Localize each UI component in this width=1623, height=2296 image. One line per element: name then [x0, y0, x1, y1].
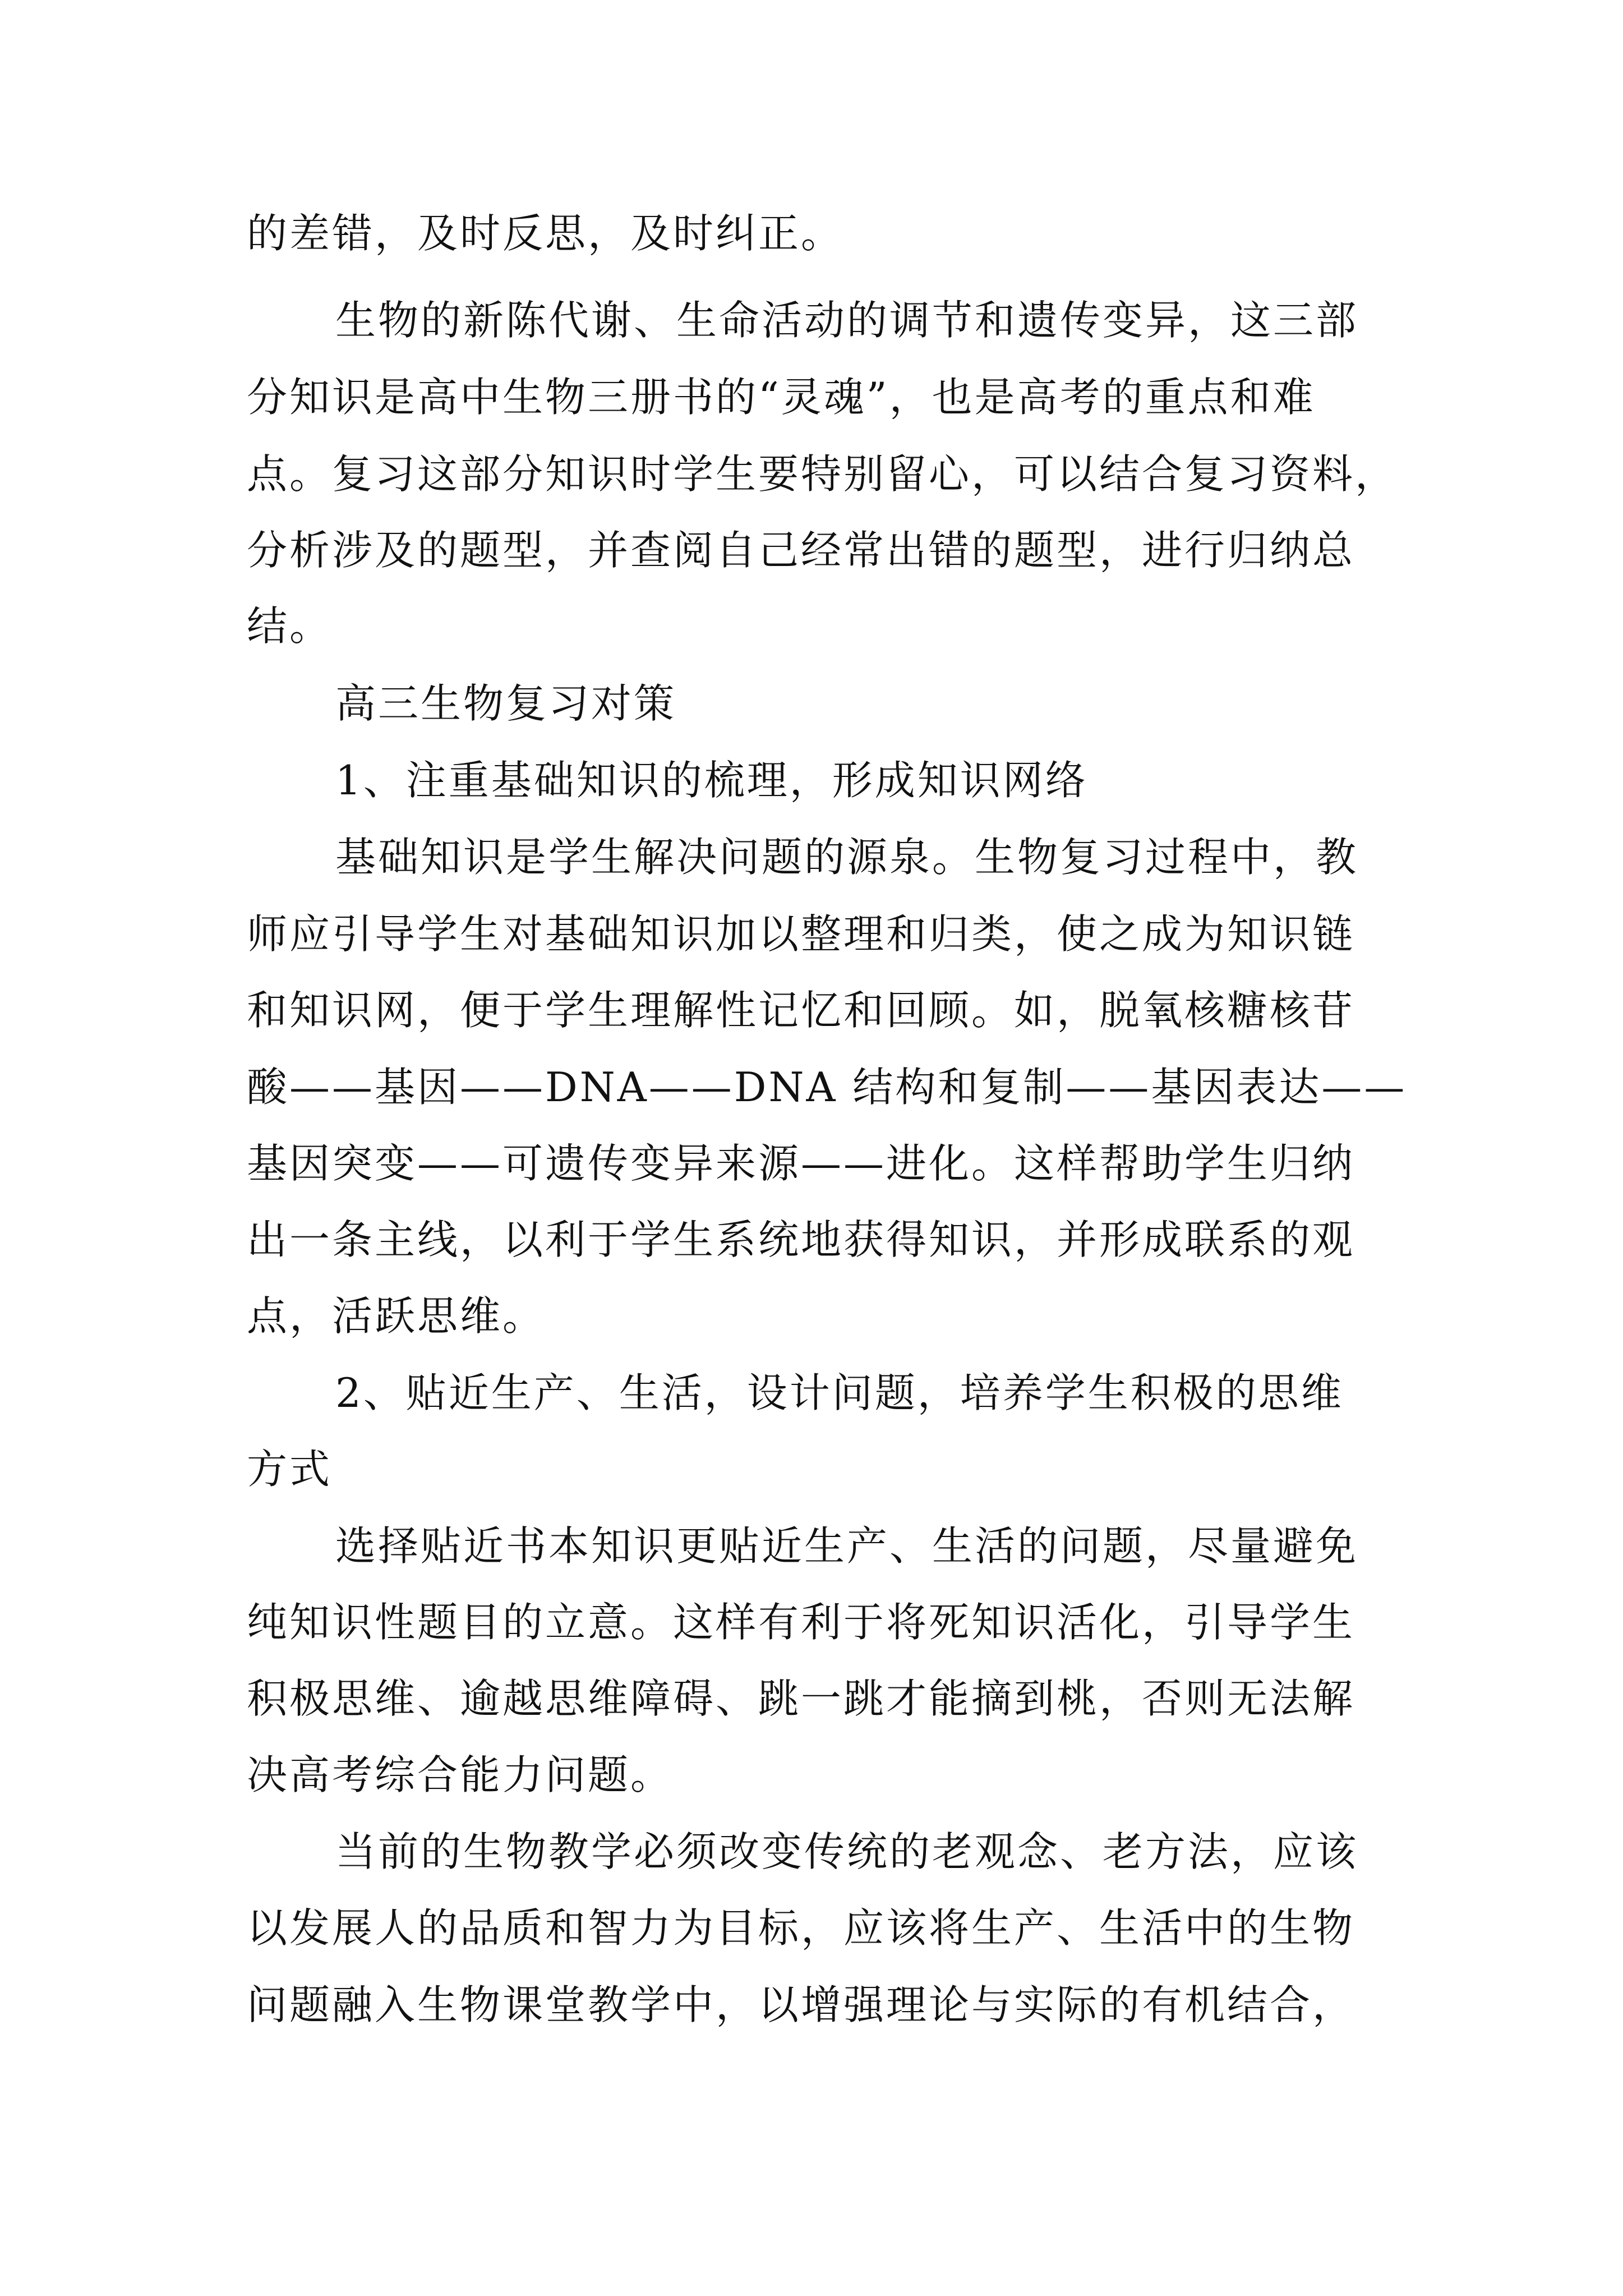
paragraph-start: 选择贴近书本知识更贴近生产、生活的问题，尽量避免 — [335, 1522, 1359, 1570]
text-line: 出一条主线，以利于学生系统地获得知识，并形成联系的观 — [247, 1216, 1355, 1263]
text-line: 师应引导学生对基础知识加以整理和归类，使之成为知识链 — [247, 910, 1355, 958]
text-line: 基因突变——可遗传变异来源——进化。这样帮助学生归纳 — [247, 1140, 1355, 1187]
text-line: 分知识是高中生物三册书的“灵魂”，也是高考的重点和难 — [247, 374, 1316, 421]
text-line: 点。复习这部分知识时学生要特别留心，可以结合复习资料， — [247, 450, 1398, 498]
paragraph-start: 当前的生物教学必须改变传统的老观念、老方法，应该 — [335, 1828, 1359, 1875]
text-line: 酸——基因——DNA——DNA 结构和复制——基因表达—— — [247, 1064, 1407, 1111]
paragraph-start: 生物的新陈代谢、生命活动的调节和遗传变异，这三部 — [335, 297, 1359, 344]
text-line: 点，活跃思维。 — [247, 1292, 546, 1340]
text-line: 决高考综合能力问题。 — [247, 1751, 674, 1798]
text-line: 以发展人的品质和智力为目标，应该将生产、生活中的生物 — [247, 1904, 1355, 1952]
text-line: 问题融入生物课堂教学中，以增强理论与实际的有机结合， — [247, 1981, 1355, 2028]
text-line: 和知识网，便于学生理解性记忆和回顾。如，脱氧核糖核苷 — [247, 987, 1355, 1034]
text-line: 纯知识性题目的立意。这样有利于将死知识活化，引导学生 — [247, 1599, 1355, 1646]
subheading-2: 2、贴近生产、生活，设计问题，培养学生积极的思维 — [335, 1369, 1344, 1416]
text-line: 方式 — [247, 1446, 333, 1493]
text-line: 积极思维、逾越思维障碍、跳一跳才能摘到桃，否则无法解 — [247, 1675, 1355, 1722]
paragraph-start: 基础知识是学生解决问题的源泉。生物复习过程中，教 — [335, 834, 1359, 881]
subheading-1: 1、注重基础知识的梳理，形成知识网络 — [335, 757, 1088, 804]
text-line: 结。 — [247, 602, 333, 650]
section-heading: 高三生物复习对策 — [335, 680, 677, 727]
text-line: 分析涉及的题型，并查阅自己经常出错的题型，进行归纳总 — [247, 527, 1355, 574]
text-line: 的差错，及时反思，及时纠正。 — [247, 210, 844, 257]
